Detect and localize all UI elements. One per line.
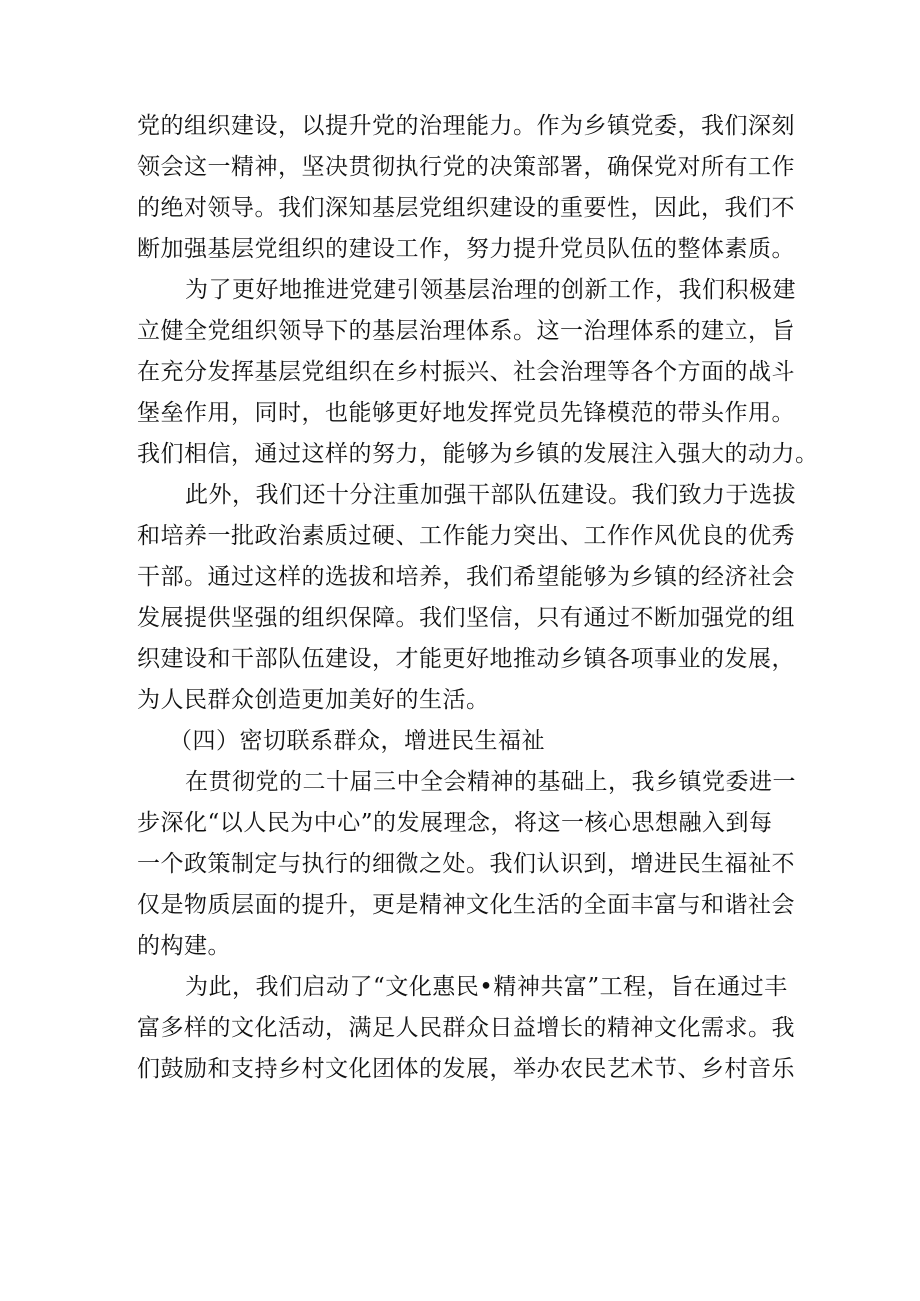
paragraph-line: 发展提供坚强的组织保障。我们坚信，只有通过不断加强党的组 — [137, 605, 795, 631]
paragraph-line: 富多样的文化活动，满足人民群众日益增长的精神文化需求。我 — [137, 1015, 795, 1041]
paragraph-line: 领会这一精神，坚决贯彻执行党的决策部署，确保党对所有工作 — [137, 154, 795, 180]
paragraph-line: 和培养一批政治素质过硬、工作能力突出、工作作风优良的优秀 — [137, 523, 795, 549]
paragraph-line: 步深化“以人民为中心”的发展理念，将这一核心思想融入到每 — [137, 810, 773, 836]
paragraph-line: 们鼓励和支持乡村文化团体的发展，举办农民艺术节、乡村音乐 — [137, 1056, 795, 1082]
paragraph-line: 为了更好地推进党建引领基层治理的创新工作，我们积极建 — [185, 277, 796, 303]
paragraph-line: 的绝对领导。我们深知基层党组织建设的重要性，因此，我们不 — [137, 195, 795, 221]
paragraph-line: 我们相信，通过这样的努力，能够为乡镇的发展注入强大的动力。 — [137, 441, 819, 467]
paragraph-line: 为人民群众创造更加美好的生活。 — [137, 687, 490, 713]
paragraph-line: 干部。通过这样的选拔和培养，我们希望能够为乡镇的经济社会 — [137, 564, 795, 590]
paragraph-line: 党的组织建设，以提升党的治理能力。作为乡镇党委，我们深刻 — [137, 113, 795, 139]
paragraph-line: 仅是物质层面的提升，更是精神文化生活的全面丰富与和谐社会 — [137, 892, 795, 918]
paragraph-line: 的构建。 — [137, 933, 231, 959]
paragraph-line: 一个政策制定与执行的细微之处。我们认识到，增进民生福祉不 — [137, 851, 795, 877]
paragraph-line: 在贯彻党的二十届三中全会精神的基础上，我乡镇党委进一 — [185, 769, 796, 795]
paragraph-line: 堡垒作用，同时，也能够更好地发挥党员先锋模范的带头作用。 — [137, 400, 795, 426]
paragraph-line: 立健全党组织领导下的基层治理体系。这一治理体系的建立，旨 — [137, 318, 795, 344]
paragraph-line: 断加强基层党组织的建设工作，努力提升党员队伍的整体素质。 — [137, 236, 795, 262]
paragraph-line: 织建设和干部队伍建设，才能更好地推动乡镇各项事业的发展， — [137, 646, 795, 672]
paragraph-line: 在充分发挥基层党组织在乡村振兴、社会治理等各个方面的战斗 — [137, 359, 795, 385]
section-heading: （四）密切联系群众，增进民生福祉 — [169, 728, 545, 754]
document-body — [137, 106, 819, 1090]
paragraph-line: 为此，我们启动了“文化惠民•精神共富”工程，旨在通过丰 — [185, 974, 788, 1000]
paragraph-line: 此外，我们还十分注重加强干部队伍建设。我们致力于选拔 — [185, 482, 796, 508]
